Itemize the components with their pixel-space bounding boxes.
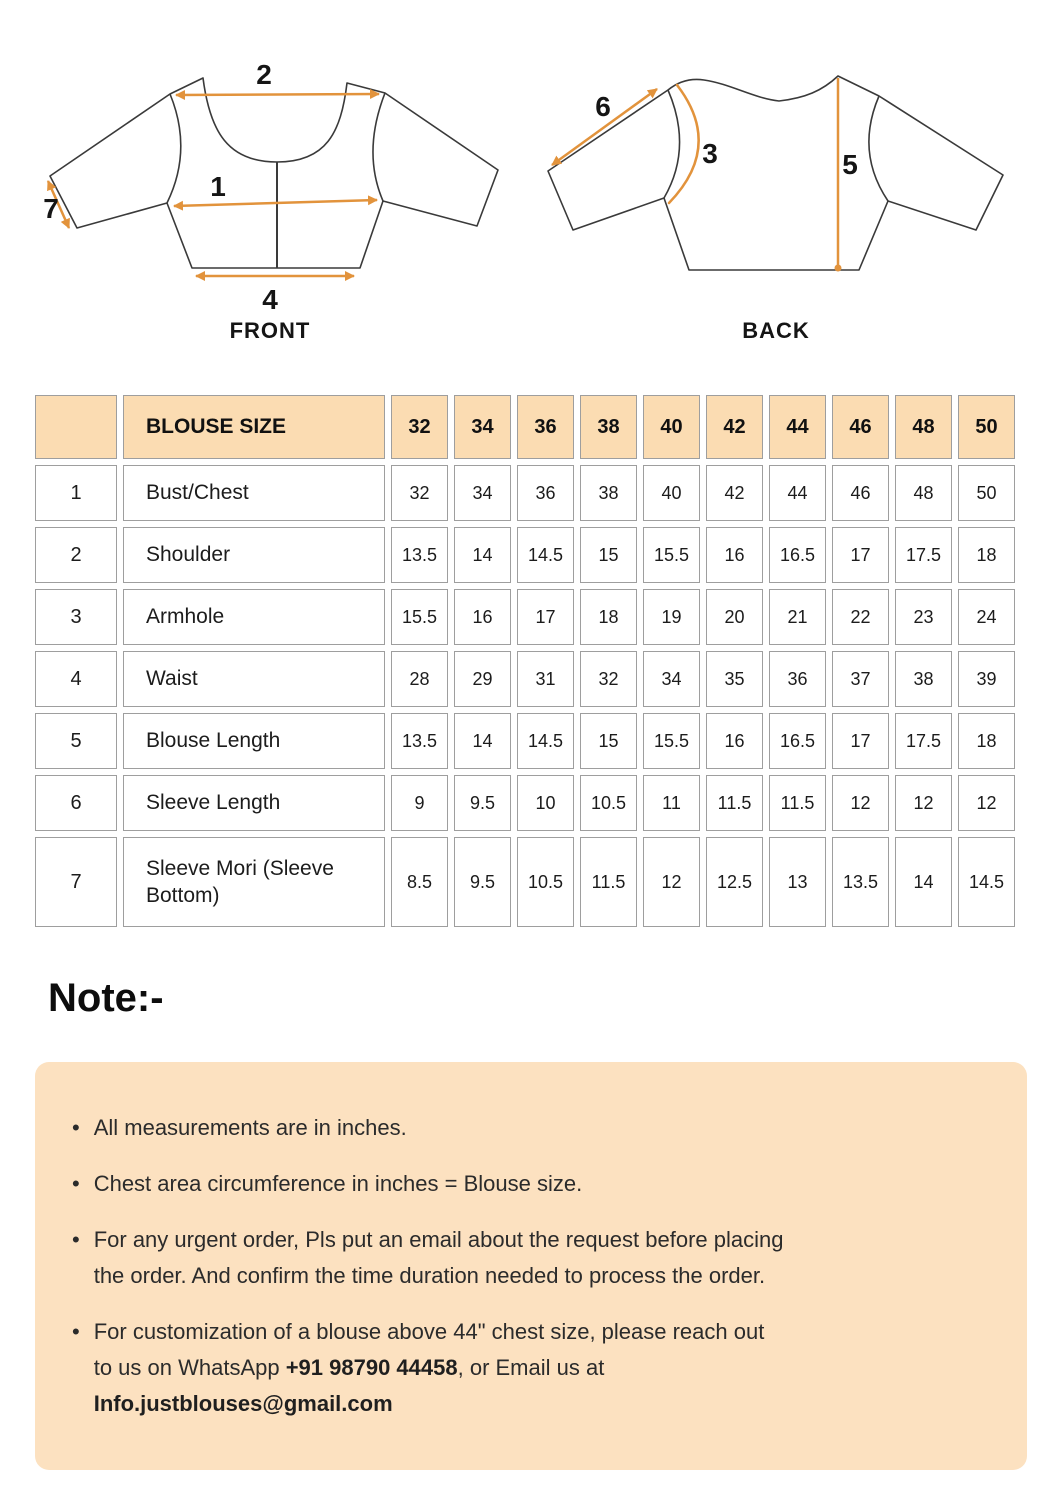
bullet-icon: • <box>72 1115 80 1140</box>
size-value-cell: 50 <box>958 465 1015 521</box>
size-column-header: 44 <box>769 395 826 459</box>
size-column-header: 36 <box>517 395 574 459</box>
size-value-cell: 46 <box>832 465 889 521</box>
size-value-cell: 44 <box>769 465 826 521</box>
note-line: For any urgent order, Pls put an email about the request before placing <box>93 1227 784 1252</box>
blouse-length-end-dot <box>835 265 842 272</box>
back-blouse-illustration <box>546 48 1006 313</box>
row-number: 2 <box>35 527 117 583</box>
measurement-label: Blouse Length <box>123 713 385 769</box>
row-number: 4 <box>35 651 117 707</box>
note-line: For customization of a blouse above 44" chest size, please reach out <box>93 1319 765 1344</box>
front-blouse-illustration <box>40 48 500 313</box>
size-value-cell: 34 <box>454 465 511 521</box>
size-value-cell: 12.5 <box>706 837 763 927</box>
size-value-cell: 11 <box>643 775 700 831</box>
size-value-cell: 15.5 <box>643 527 700 583</box>
size-value-cell: 36 <box>517 465 574 521</box>
front-label: FRONT <box>229 318 311 343</box>
table-row <box>35 775 1015 831</box>
back-diagram <box>546 48 1006 358</box>
front-diagram <box>40 48 500 358</box>
table-row <box>35 713 1015 769</box>
chest-arrow <box>174 200 377 206</box>
size-column-header: 50 <box>958 395 1015 459</box>
whatsapp-number: +91 98790 44458 <box>285 1355 458 1380</box>
measurement-label: Sleeve Length <box>123 775 385 831</box>
marker-6-sleeve-length: 6 <box>595 91 611 122</box>
note-item <box>72 1222 987 1294</box>
note-text: All measurements are in inches. <box>93 1115 407 1140</box>
size-column-header: 40 <box>643 395 700 459</box>
size-value-cell: 12 <box>895 775 952 831</box>
size-column-header: 46 <box>832 395 889 459</box>
size-value-cell: 48 <box>895 465 952 521</box>
note-text <box>94 1222 784 1294</box>
size-value-cell: 15 <box>580 527 637 583</box>
bullet-icon: • <box>72 1171 80 1196</box>
note-text <box>94 1314 765 1422</box>
size-column-header: 38 <box>580 395 637 459</box>
size-value-cell: 15.5 <box>391 589 448 645</box>
size-value-cell: 38 <box>895 651 952 707</box>
note-line: , or Email us at <box>457 1355 605 1380</box>
size-value-cell: 12 <box>832 775 889 831</box>
size-value-cell: 15 <box>580 713 637 769</box>
size-value-cell: 9.5 <box>454 837 511 927</box>
measurement-label: Sleeve Mori (Sleeve Bottom) <box>123 837 385 927</box>
size-value-cell: 28 <box>391 651 448 707</box>
size-value-cell: 34 <box>643 651 700 707</box>
table-row <box>35 527 1015 583</box>
size-value-cell: 13 <box>769 837 826 927</box>
note-text: Chest area circumference in inches = Blouse size. <box>93 1171 583 1196</box>
size-value-cell: 14 <box>454 527 511 583</box>
note-item <box>72 1110 987 1146</box>
size-value-cell: 14.5 <box>958 837 1015 927</box>
measurement-label: Armhole <box>123 589 385 645</box>
size-value-cell: 17.5 <box>895 527 952 583</box>
size-value-cell: 10.5 <box>580 775 637 831</box>
note-line: the order. And confirm the time duration needed to process the order. <box>93 1263 766 1288</box>
email-address: Info.justblouses@gmail.com <box>93 1391 393 1416</box>
size-value-cell: 21 <box>769 589 826 645</box>
size-value-cell: 31 <box>517 651 574 707</box>
back-label: BACK <box>742 318 810 343</box>
size-table <box>29 389 1021 933</box>
size-column-header: 42 <box>706 395 763 459</box>
size-value-cell: 16 <box>706 527 763 583</box>
row-number: 3 <box>35 589 117 645</box>
note-item <box>72 1166 987 1202</box>
size-value-cell: 11.5 <box>769 775 826 831</box>
marker-4-waist: 4 <box>262 284 278 313</box>
size-value-cell: 32 <box>391 465 448 521</box>
size-value-cell: 16.5 <box>769 527 826 583</box>
table-row <box>35 651 1015 707</box>
marker-1-chest: 1 <box>210 171 226 202</box>
size-value-cell: 14.5 <box>517 713 574 769</box>
size-value-cell: 14 <box>454 713 511 769</box>
size-value-cell: 16 <box>706 713 763 769</box>
size-value-cell: 29 <box>454 651 511 707</box>
size-value-cell: 23 <box>895 589 952 645</box>
measurement-label: Shoulder <box>123 527 385 583</box>
size-value-cell: 13.5 <box>391 527 448 583</box>
size-value-cell: 13.5 <box>832 837 889 927</box>
bullet-icon: • <box>72 1319 80 1344</box>
size-value-cell: 18 <box>580 589 637 645</box>
size-value-cell: 22 <box>832 589 889 645</box>
table-row <box>35 465 1015 521</box>
size-value-cell: 35 <box>706 651 763 707</box>
blouse-size-header: BLOUSE SIZE <box>123 395 385 459</box>
note-heading: Note:- <box>48 976 164 1020</box>
size-value-cell: 16.5 <box>769 713 826 769</box>
size-value-cell: 17 <box>832 713 889 769</box>
size-value-cell: 18 <box>958 527 1015 583</box>
size-value-cell: 9 <box>391 775 448 831</box>
size-value-cell: 32 <box>580 651 637 707</box>
marker-2-shoulder: 2 <box>256 59 272 90</box>
size-value-cell: 9.5 <box>454 775 511 831</box>
row-number: 7 <box>35 837 117 927</box>
shoulder-arrow <box>176 94 379 95</box>
marker-5-blouse-length: 5 <box>842 149 858 180</box>
note-box <box>35 1062 1027 1470</box>
size-value-cell: 8.5 <box>391 837 448 927</box>
marker-7-sleeve-mori: 7 <box>43 193 59 224</box>
size-value-cell: 17 <box>517 589 574 645</box>
size-value-cell: 11.5 <box>580 837 637 927</box>
row-number: 5 <box>35 713 117 769</box>
table-header-row <box>35 395 1015 459</box>
size-value-cell: 13.5 <box>391 713 448 769</box>
measurement-label: Waist <box>123 651 385 707</box>
size-value-cell: 40 <box>643 465 700 521</box>
size-value-cell: 14 <box>895 837 952 927</box>
bullet-icon: • <box>72 1227 80 1252</box>
size-value-cell: 10 <box>517 775 574 831</box>
size-value-cell: 18 <box>958 713 1015 769</box>
size-column-header: 48 <box>895 395 952 459</box>
front-outline <box>50 78 498 268</box>
row-number: 1 <box>35 465 117 521</box>
size-value-cell: 14.5 <box>517 527 574 583</box>
size-value-cell: 17.5 <box>895 713 952 769</box>
size-value-cell: 12 <box>958 775 1015 831</box>
corner-cell <box>35 395 117 459</box>
size-value-cell: 20 <box>706 589 763 645</box>
size-column-header: 32 <box>391 395 448 459</box>
note-list <box>35 1062 1027 1422</box>
size-column-header: 34 <box>454 395 511 459</box>
size-value-cell: 39 <box>958 651 1015 707</box>
size-value-cell: 10.5 <box>517 837 574 927</box>
size-value-cell: 11.5 <box>706 775 763 831</box>
size-value-cell: 42 <box>706 465 763 521</box>
size-value-cell: 36 <box>769 651 826 707</box>
note-line: to us on WhatsApp <box>93 1355 286 1380</box>
note-item <box>72 1314 987 1422</box>
size-value-cell: 16 <box>454 589 511 645</box>
size-value-cell: 24 <box>958 589 1015 645</box>
size-value-cell: 37 <box>832 651 889 707</box>
size-value-cell: 17 <box>832 527 889 583</box>
row-number: 6 <box>35 775 117 831</box>
marker-3-armhole: 3 <box>702 138 718 169</box>
size-value-cell: 15.5 <box>643 713 700 769</box>
table-row <box>35 589 1015 645</box>
back-outline <box>548 76 1003 270</box>
size-value-cell: 19 <box>643 589 700 645</box>
size-value-cell: 38 <box>580 465 637 521</box>
table-row <box>35 837 1015 927</box>
measurement-label: Bust/Chest <box>123 465 385 521</box>
size-value-cell: 12 <box>643 837 700 927</box>
